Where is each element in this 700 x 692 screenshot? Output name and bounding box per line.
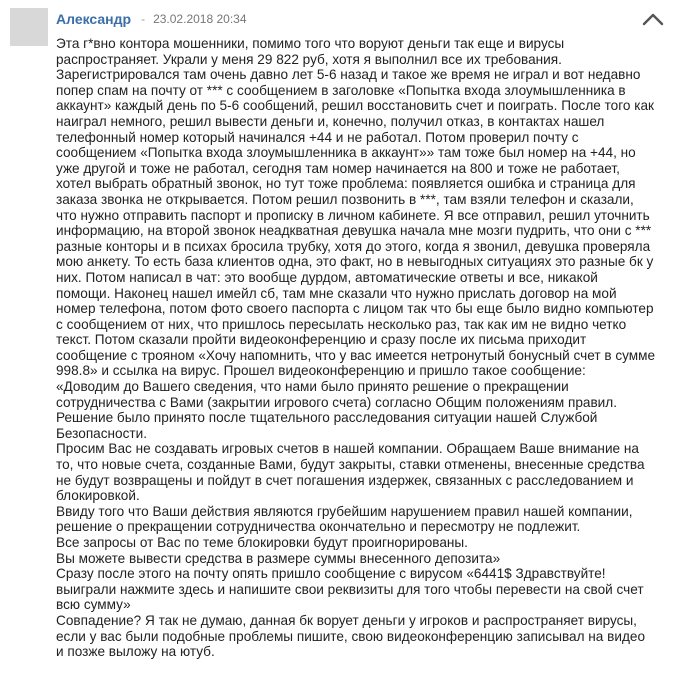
comment-paragraph: Совпадение? Я так не думаю, данная бк ворует деньги у игроков и распространяет вирусы, если у вас были подобные проблемы пишите, свою видеоконференцию записывал на видео и позже выложу на ютуб. xyxy=(56,612,646,660)
comment-paragraph: Вы можете вывести средства в размере суммы внесенного депозита» xyxy=(56,550,501,566)
comment-paragraph: Просим Вас не создавать игровых счетов в нашей компании. Обращаем Ваше внимание на то, что новые счета, созданные Вами, будут закрыты, ставки отменены, внесенные средства не будут возвращены и пойдут в счет погашения издержек, связанных с расследованием и блокировкой. xyxy=(56,441,645,504)
avatar[interactable] xyxy=(10,8,48,46)
comment-paragraph: Эта г*вно контора мошенники, помимо того что воруют деньги так еще и вирусы распространяет. Украли у меня 29 822 руб, хотя я выполнил все их требования. xyxy=(56,36,565,67)
comment-header xyxy=(56,10,247,28)
comment-paragraph: Ввиду того что Ваши действия являются грубейшим нарушением правил нашей компании, решение о прекращении сотрудничества окончательно и пересмотру не подлежит. xyxy=(56,503,633,535)
chevron-up-icon xyxy=(642,12,664,26)
collapse-button[interactable] xyxy=(642,12,664,26)
comment-paragraph: Все запросы от Вас по теме блокировки будут проигнорированы. xyxy=(56,535,468,550)
comment-text xyxy=(56,36,656,660)
header-separator: - xyxy=(141,12,146,26)
comment-paragraph: Сразу после этого на почту опять пришло сообщение с вирусом «6441$ Здравствуйте! выиграли нажмите здесь и напишите свои реквизиты для того чтобы перевести на свой счет всю сумму» xyxy=(56,566,644,613)
author-name[interactable]: Александр xyxy=(56,11,132,27)
comment-paragraph: Решение было принято после тщательного расследования ситуации нашей Службой Безопасности. xyxy=(56,410,598,441)
comment-paragraph: Зарегистрировался там очень давно лет 5-6 назад и такое же время не играл и вот недавно попер спам на почту от *** с сообщением в заголовке «Попытка входа злоумышленника в аккаунт» каждый день по 5-6 сообщений, решил восстановить счет и поиграть. После того как наиграл немного, решил вывести деньги и, конечно, получил отказ, в контактах нашел телефонный номер который начинался +44 и не работал. Потом проверил почту с сообщением «Попытка входа злоумышленника в аккаунт»» там тоже был номер на +44, но уже другой и тоже не работал, сегодня там номер начинается на 800 и тоже не работает, хотел выбрать обратный звонок, но тут тоже проблема: появляется ошибка и страница для заказа звонка не открывается. Потом решил позвонить в ***, там взяли телефон и сказали, что нужно отправить паспорт и прописку в личном кабинете. Я все отправил, решил уточнить информацию, на второй звонок неадкватная девушка начала мне мозги пудрить, что они с *** разные конторы и в психах бросила трубку, хотя до этого, когда я звонил, девушка проверяла мою анкету. То есть база клиентов одна, это факт, но в невыгодных ситуациях это разные бк у них. Потом написал в чат: это вообще дурдом, автоматические ответы и все, никакой помощи. Наконец нашел имейл сб, там мне сказали что нужно прислать договор на мой номер телефона, потом фото своего паспорта с лицом так что бы еще было видно компьютер с сообщением от них, что пришлось пересылать несколько раз, так как им не видно четко текст. Потом сказали пройти видеоконференцию и сразу после их письма приходит сообщение с трояном «Хочу напомнить, что у вас имеется нетронутый бонусный счет в сумме 998.8» и ссылка на вирус. Прошел видеоконференцию и пришло такое сообщение: xyxy=(56,67,656,379)
comment-paragraph: «Доводим до Вашего сведения, что нами было принято решение о прекращении сотрудничества с Вами (закрытии игрового счета) согласно Общим положениям правил. xyxy=(56,379,617,410)
comment-date: 23.02.2018 20:34 xyxy=(153,12,247,26)
